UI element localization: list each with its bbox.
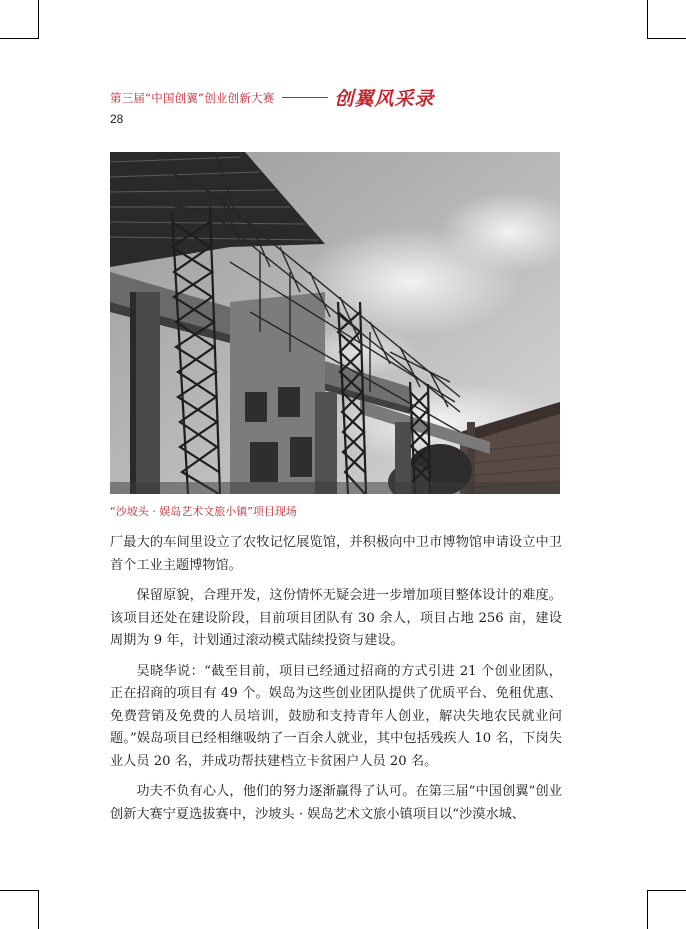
crop-mark-bottom-left [0,890,39,929]
header-title: 第三届“中国创翼”创业创新大赛 [110,90,275,105]
industrial-ruins-photo [110,152,560,494]
running-header [110,84,434,111]
page-number: 28 [110,112,124,126]
header-calligraphy: 创翼风采录 [334,88,435,110]
photo-caption: “沙坡头 · 娱岛艺术文旅小镇”项目现场 [110,505,297,518]
header-dash [282,97,328,98]
crop-mark-top-left [0,0,39,39]
paragraph: 保留原貌，合理开发，这份情怀无疑会进一步增加项目整体设计的难度。该项目还处在建设阶段，目前项目团队有 30 余人，项目占地 256 亩，建设周期为 9 年，计划通过滚动模式陆续投资与建设。 [110,588,562,648]
body-text [110,532,562,834]
paragraph: 厂最大的车间里设立了农牧记忆展览馆，并积极向中卫市博物馆申请设立中卫首个工业主题博物馆。 [110,535,562,573]
crop-mark-top-right [647,0,686,39]
paragraph: 吴晓华说：“截至目前，项目已经通过招商的方式引进 21 个创业团队，正在招商的项目有 49 个。娱岛为这些创业团队提供了优质平台、免租优惠、免费营销及免费的人员培训，鼓励和支持青年人创业，解决失地农民就业问题。”娱岛项目已经相继吸纳了一百余人就业，其中包括残疾人 10 名，下岗失业人员 20 名，并成功帮扶建档立卡贫困户人员 20 名。 [110,663,562,769]
crop-mark-bottom-right [647,890,686,929]
paragraph: 功夫不负有心人，他们的努力逐渐赢得了认可。在第三届“中国创翼”创业创新大赛宁夏选拔赛中，沙坡头 · 娱岛艺术文旅小镇项目以“沙漠水城、 [110,784,562,822]
